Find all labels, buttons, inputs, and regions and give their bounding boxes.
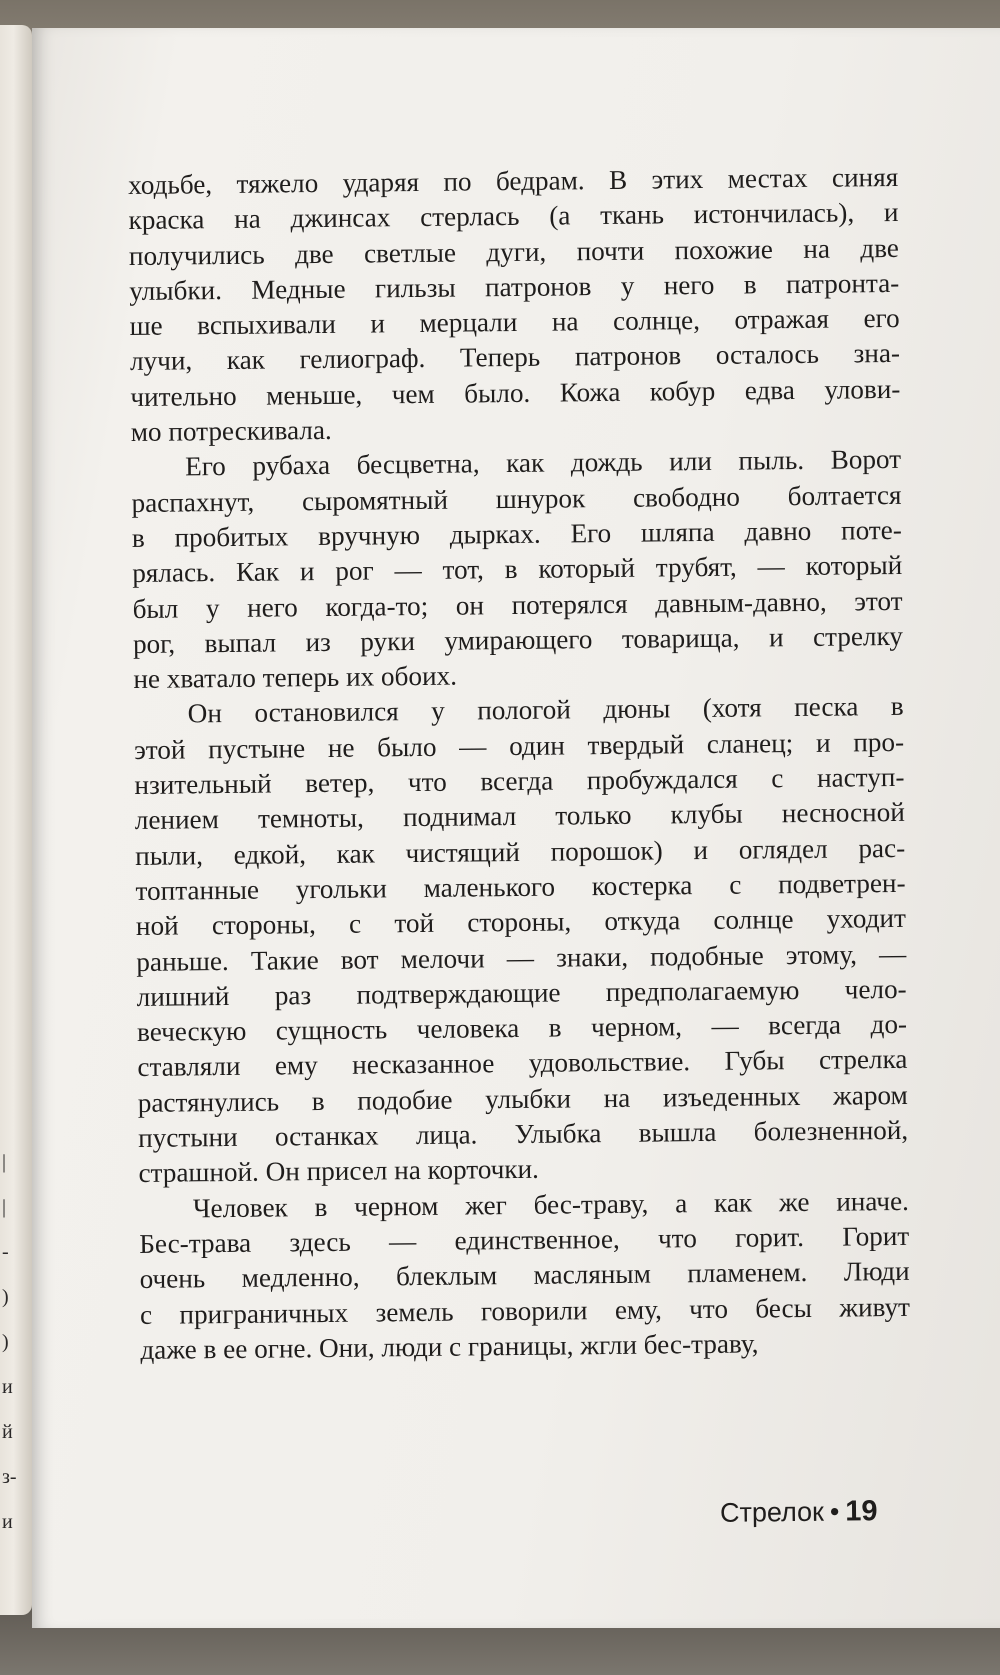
left-page-letter: ) — [2, 1331, 9, 1353]
text-line: был у него когда-то; он потерялся давным-давно, этот — [132, 585, 903, 624]
page-body-text — [128, 160, 911, 1368]
page-footer — [720, 1495, 878, 1530]
text-line: ной стороны, с той стороны, откуда солнце уходит — [135, 903, 907, 942]
left-page-letter: | — [2, 1196, 7, 1218]
text-line: Он остановился у пологой дюны (хотя песка в — [187, 691, 904, 729]
text-line: этой пустыне не было — один твердый сланец; и про- — [133, 726, 905, 765]
text-line: краска на джинсах стерлась (а ткань истончилась), и — [128, 197, 899, 236]
text-line: лишний раз подтверждающие предполагаемую чело- — [136, 973, 907, 1012]
text-line: с приграничных земель говорили ему, что бесы живут — [139, 1291, 911, 1330]
text-line: страшной. Он присел на корточки. — [138, 1154, 540, 1189]
text-line: топтанные угольки маленького костерка с подветрен- — [135, 867, 906, 906]
paragraph — [128, 160, 901, 450]
text-line: ше вспыхивали и мерцали на солнце, отражая его — [129, 303, 900, 342]
paragraph — [131, 442, 904, 697]
text-line: нзительный ветер, что всегда пробуждался с наступ- — [134, 761, 905, 801]
text-line: растянулись в подобие улыбки на изъеденных жаром — [137, 1079, 908, 1118]
text-line: даже в ее огне. Они, люди с границы, жгли бес-траву, — [140, 1328, 759, 1365]
paragraph — [134, 689, 909, 1191]
text-line: распахнут, сыромятный шнурок свободно болтается — [131, 479, 902, 518]
left-page-letter: - — [2, 1241, 9, 1263]
text-line: очень медленно, блеклым масляным пламенем. Люди — [139, 1256, 910, 1295]
left-page-letter: и — [2, 1511, 13, 1533]
left-page-letter: з- — [2, 1466, 17, 1488]
text-line: получились две светлые дуги, почти похожие на две — [128, 232, 900, 271]
left-page-letter: ) — [2, 1286, 9, 1308]
text-line: Человек в черном жег бес-траву, а как же иначе. — [192, 1185, 910, 1223]
text-line: рог, выпал из руки умирающего товарища, и стрелку — [132, 620, 904, 659]
text-line: пыли, едкой, как чистящий порошок) и оглядел рас- — [135, 832, 906, 871]
text-line: чительно меньше, чем было. Кожа кобур едва улови- — [130, 373, 901, 412]
text-line: в пробитых вручную дырках. Его шляпа давно поте- — [131, 514, 902, 553]
text-line: мо потрескивала. — [130, 414, 332, 448]
text-line: улыбки. Медные гильзы патронов у него в патронта- — [129, 267, 900, 306]
text-line: веческую сущность человека в черном, — всегда до- — [136, 1009, 908, 1048]
text-line: Бес-трава здесь — единственное, что горит. Горит — [139, 1220, 910, 1259]
text-line: ходьбе, тяжело ударяя по бедрам. В этих местах синяя — [128, 161, 899, 200]
left-page-letter: | — [2, 1151, 7, 1173]
footer-separator: • — [829, 1496, 840, 1527]
running-title: Стрелок — [719, 1496, 825, 1528]
left-page-letter: и — [2, 1376, 13, 1398]
left-page-letter: й — [2, 1421, 13, 1443]
text-line: Его рубаха бесцветна, как дождь или пыль. Ворот — [184, 444, 902, 482]
page-number: 19 — [845, 1495, 878, 1528]
text-line: не хватало теперь их обоих. — [133, 660, 458, 695]
text-line: ставляли ему несказанное удовольствие. Губы стрелка — [137, 1044, 908, 1083]
text-line: рялась. Как и рог — тот, в который трубят, — который — [132, 550, 903, 589]
text-line: лением темноты, поднимал только клубы несносной — [134, 797, 905, 836]
text-line: лучи, как гелиограф. Теперь патронов осталось зна- — [129, 338, 901, 377]
left-page-letters — [2, 1140, 28, 1545]
paragraph — [139, 1183, 911, 1368]
text-line: раньше. Такие вот мелочи — знаки, подобные этому, — — [136, 938, 907, 977]
text-line: пустыни останках лица. Улыбка вышла болезненной, — [138, 1114, 909, 1153]
